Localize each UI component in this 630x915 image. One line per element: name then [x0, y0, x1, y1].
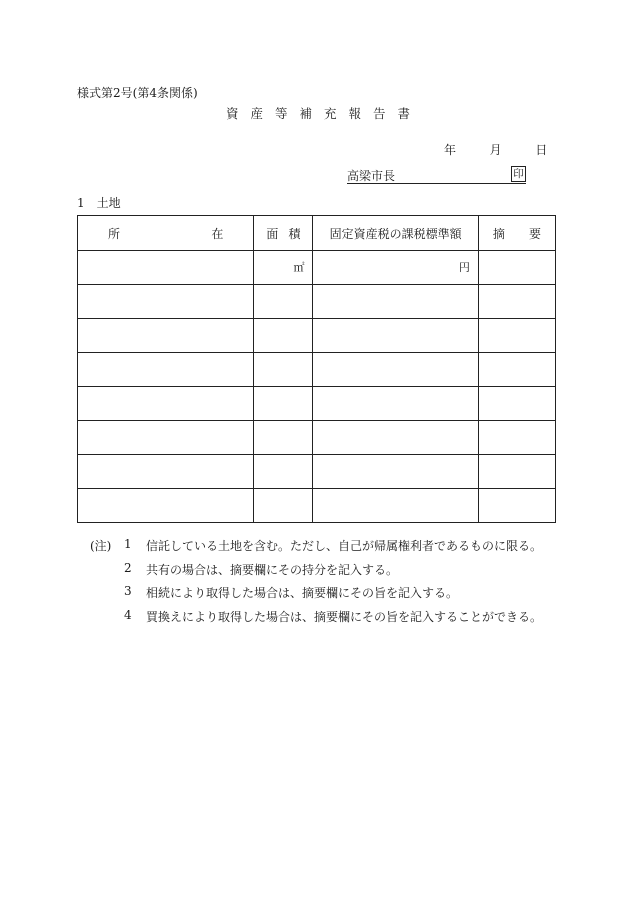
cell-valuation[interactable]	[313, 421, 478, 455]
table-header-row	[78, 216, 556, 251]
addressee-label: 高梁市長	[347, 169, 396, 183]
note-text: 相続により取得した場合は、摘要欄にその旨を記入する。	[146, 586, 459, 600]
cell-valuation[interactable]	[313, 285, 478, 319]
table-row	[78, 387, 556, 421]
notes-section	[90, 537, 542, 631]
cell-location[interactable]	[78, 455, 254, 489]
table-row	[78, 353, 556, 387]
cell-remarks[interactable]	[478, 251, 555, 285]
header-location	[78, 216, 254, 251]
cell-valuation[interactable]	[313, 353, 478, 387]
cell-area[interactable]	[254, 421, 313, 455]
header-area-char2: 積	[288, 226, 301, 241]
cell-area[interactable]	[254, 353, 313, 387]
cell-remarks[interactable]	[478, 489, 555, 523]
cell-location[interactable]	[78, 319, 254, 353]
note-number: 1	[124, 537, 132, 551]
table-row	[78, 319, 556, 353]
header-location-char1: 所	[108, 226, 121, 241]
cell-area[interactable]	[254, 285, 313, 319]
cell-remarks[interactable]	[478, 319, 555, 353]
date-month-field[interactable]	[490, 141, 502, 158]
cell-remarks[interactable]	[478, 421, 555, 455]
cell-valuation[interactable]	[313, 319, 478, 353]
header-area	[254, 216, 313, 251]
cell-remarks[interactable]	[478, 353, 555, 387]
header-location-char2: 在	[211, 226, 224, 241]
form-number: 様式第2号(第4条関係)	[77, 86, 198, 100]
section-title: 1 土地	[77, 196, 121, 210]
cell-remarks[interactable]	[478, 455, 555, 489]
document-title: 資産等補充報告書	[226, 106, 423, 121]
unit-area: ㎡	[293, 261, 305, 274]
note-item	[90, 608, 542, 632]
note-number: 3	[124, 584, 132, 598]
cell-area[interactable]	[254, 455, 313, 489]
note-item	[90, 537, 542, 561]
unit-valuation: 円	[458, 261, 470, 274]
cell-location[interactable]	[78, 285, 254, 319]
cell-valuation[interactable]	[313, 455, 478, 489]
cell-area[interactable]	[254, 319, 313, 353]
table-row	[78, 455, 556, 489]
cell-location[interactable]	[78, 251, 254, 285]
table-row	[78, 489, 556, 523]
note-number: 2	[124, 560, 132, 575]
cell-location[interactable]	[78, 421, 254, 455]
table-row	[78, 285, 556, 319]
day-label: 日	[535, 143, 548, 157]
date-day-field[interactable]	[535, 141, 547, 158]
note-text: 買換えにより取得した場合は、摘要欄にその旨を記入することができる。	[146, 609, 543, 624]
cell-remarks[interactable]	[478, 285, 555, 319]
addressee-line	[347, 167, 526, 184]
year-label: 年	[444, 143, 457, 157]
cell-valuation[interactable]	[313, 387, 478, 421]
header-remarks	[478, 216, 555, 251]
header-valuation: 固定資産税の課税標準額	[313, 216, 478, 251]
date-line	[444, 141, 547, 158]
land-table	[77, 215, 556, 523]
seal-mark: 印	[511, 166, 526, 182]
header-area-char1: 面	[266, 226, 279, 241]
note-text: 共有の場合は、摘要欄にその持分を記入する。	[146, 562, 399, 577]
note-text: 信託している土地を含む。ただし、自己が帰属権利者であるものに限る。	[146, 539, 543, 553]
cell-location[interactable]	[78, 387, 254, 421]
table-row	[78, 421, 556, 455]
table-body	[78, 251, 556, 523]
header-remarks-char2: 要	[528, 226, 541, 241]
cell-remarks[interactable]	[478, 387, 555, 421]
cell-area[interactable]	[254, 251, 313, 285]
date-year-field[interactable]	[444, 141, 456, 158]
cell-area[interactable]	[254, 489, 313, 523]
note-item	[90, 561, 542, 585]
note-number: 4	[124, 607, 132, 622]
note-item	[90, 584, 542, 608]
header-remarks-char1: 摘	[492, 226, 505, 241]
table-row	[78, 251, 556, 285]
note-prefix: (注)	[90, 539, 112, 553]
cell-location[interactable]	[78, 489, 254, 523]
cell-valuation[interactable]	[313, 251, 478, 285]
cell-area[interactable]	[254, 387, 313, 421]
cell-valuation[interactable]	[313, 489, 478, 523]
cell-location[interactable]	[78, 353, 254, 387]
month-label: 月	[489, 143, 502, 157]
